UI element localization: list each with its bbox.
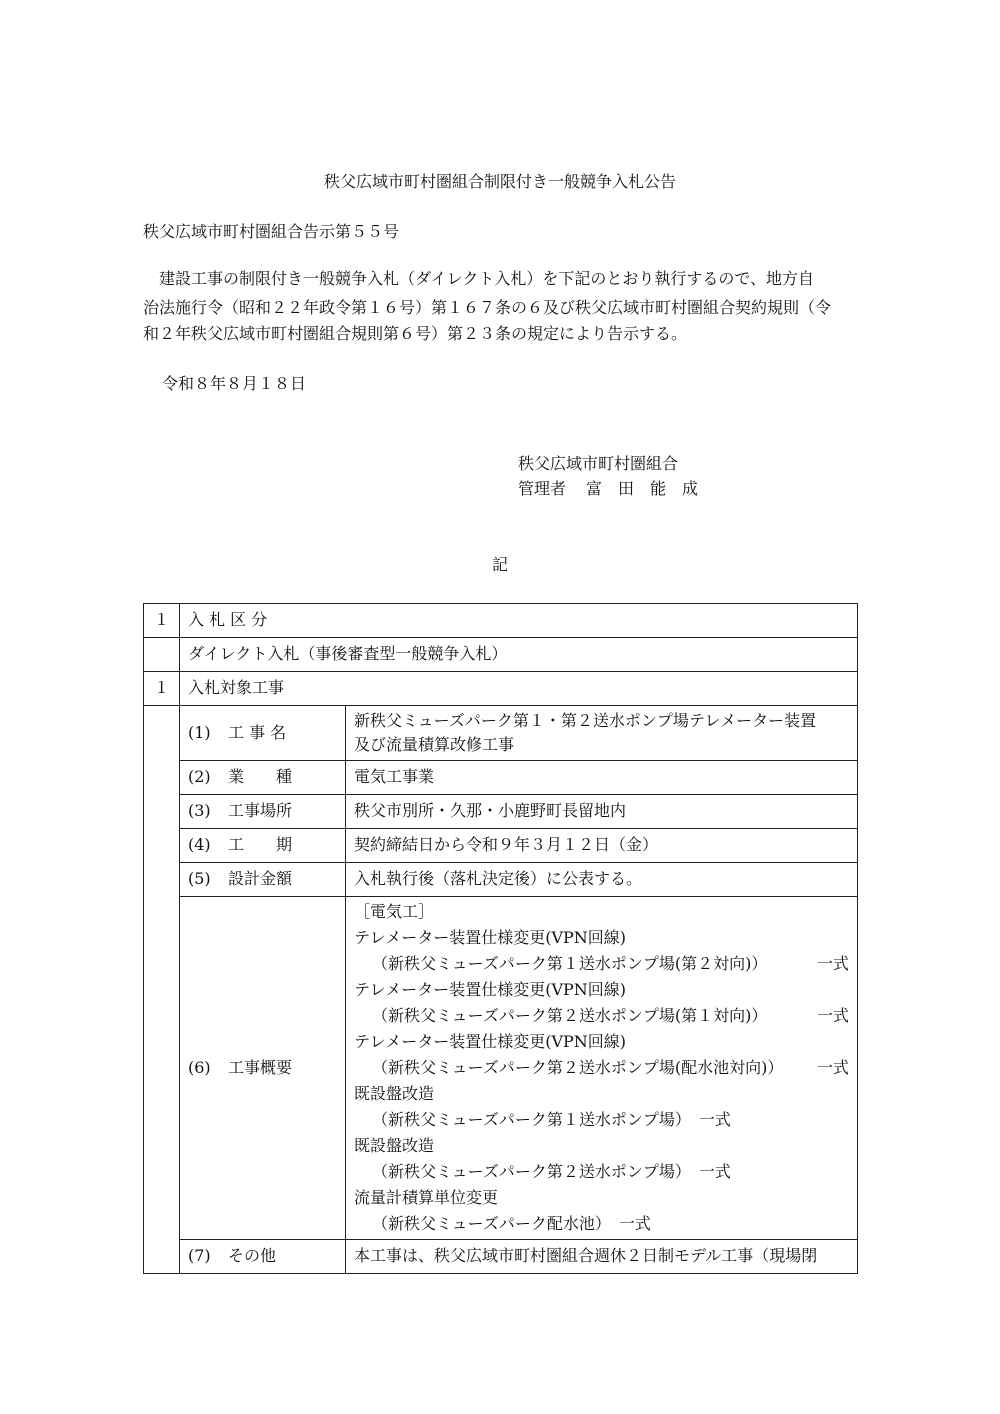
item-label: 設計金額 (228, 869, 293, 889)
body-line-3: 和２年秩父広域市町村圏組合規則第６号）第２３条の規定により告示する。 (143, 324, 688, 343)
item-label-cell (180, 795, 346, 829)
item-value-cell: 契約締結日から令和９年３月１２日（金） (346, 829, 858, 863)
item-label-cell (180, 829, 346, 863)
table-row (144, 706, 858, 761)
item-label: 工 事 名 (228, 722, 287, 742)
section-2-heading: 入札対象工事 (180, 672, 858, 706)
overview-line-quantity: 一式 (817, 954, 850, 973)
item-label: 工事概要 (228, 1057, 293, 1077)
item-label: 工 期 (228, 835, 293, 855)
item-label-cell (180, 863, 346, 897)
item-number: (6) (188, 1057, 211, 1077)
overview-line-text: （新秩父ミューズパーク配水池） 一式 (372, 1214, 651, 1233)
overview-line-text: テレメーター装置仕様変更(VPN回線) (354, 928, 627, 947)
item-number: (1) (188, 722, 211, 742)
overview-line (354, 1107, 849, 1133)
issuer-title: 管理者 (518, 479, 567, 498)
issuer-organization: 秩父広域市町村圏組合 (518, 454, 679, 473)
ki-heading: 記 (491, 555, 508, 574)
item-number: (3) (188, 801, 211, 821)
table-row (144, 829, 858, 863)
overview-line (354, 1185, 849, 1211)
table-row (144, 1240, 858, 1274)
overview-line-quantity: 一式 (817, 1006, 850, 1025)
body-line-1: 建設工事の制限付き一般競争入札（ダイレクト入札）を下記のとおり執行するので、地方自 (143, 269, 815, 288)
section-1-content-row (144, 638, 858, 672)
issuer-name: 富 田 能 成 (586, 479, 699, 498)
item-value-cell: 本工事は、秩父広域市町村圏組合週休２日制モデル工事（現場閉 (346, 1240, 858, 1274)
notice-date: 令和８年８月１８日 (162, 374, 307, 393)
section-1-number: １ (144, 604, 180, 638)
overview-line (354, 925, 849, 951)
overview-cell (346, 897, 858, 1240)
item-value-line: 及び流量積算改修工事 (354, 735, 515, 754)
section-2-header-row (144, 672, 858, 706)
overview-line-text: ［電気工］ (354, 902, 435, 921)
item-number: (4) (188, 835, 211, 855)
table-row (144, 863, 858, 897)
item-number: (5) (188, 869, 211, 889)
item-number: (7) (188, 1246, 211, 1266)
section-1-spacer (144, 638, 180, 672)
overview-line-text: 既設盤改造 (354, 1084, 435, 1103)
overview-line-quantity: 一式 (817, 1058, 850, 1077)
overview-line-text: （新秩父ミューズパーク第１送水ポンプ場(第２対向)） (372, 954, 768, 973)
table-row (144, 897, 858, 1240)
item-value-cell: 電気工事業 (346, 761, 858, 795)
overview-line (354, 1003, 849, 1029)
overview-line-text: （新秩父ミューズパーク第２送水ポンプ場(配水池対向)） (372, 1058, 784, 1077)
overview-line (354, 1133, 849, 1159)
table-row (144, 761, 858, 795)
item-value-cell: 入札執行後（落札決定後）に公表する。 (346, 863, 858, 897)
section-1-header-row (144, 604, 858, 638)
item-label: 業 種 (228, 767, 293, 787)
section-1-heading: 入 札 区 分 (180, 604, 858, 638)
overview-line-text: （新秩父ミューズパーク第２送水ポンプ場） 一式 (372, 1162, 731, 1181)
overview-line-text: 流量計積算単位変更 (354, 1188, 499, 1207)
item-value-cell (346, 706, 858, 761)
item-value-cell: 秩父市別所・久那・小鹿野町長留地内 (346, 795, 858, 829)
item-label: その他 (228, 1246, 277, 1266)
item-label-cell (180, 897, 346, 1240)
overview-line (354, 1055, 849, 1081)
section-1-content: ダイレクト入札（事後審査型一般競争入札） (180, 638, 858, 672)
item-label: 工事場所 (228, 801, 293, 821)
table-row (144, 795, 858, 829)
overview-line (354, 1029, 849, 1055)
item-label-cell (180, 1240, 346, 1274)
overview-line (354, 977, 849, 1003)
item-label-cell (180, 761, 346, 795)
overview-line-text: 既設盤改造 (354, 1136, 435, 1155)
overview-line (354, 1081, 849, 1107)
overview-line (354, 1159, 849, 1185)
document-title: 秩父広域市町村圏組合制限付き一般競争入札公告 (323, 172, 676, 191)
overview-line (354, 951, 849, 977)
body-line-2: 治法施行令（昭和２２年政令第１６号）第１６７条の６及び秩父広域市町村圏組合契約規則（令 (143, 298, 832, 317)
overview-line-text: テレメーター装置仕様変更(VPN回線) (354, 1032, 627, 1051)
item-number: (2) (188, 767, 211, 787)
item-label-cell (180, 706, 346, 761)
section-2-number: １ (144, 672, 180, 706)
details-table (143, 603, 858, 1274)
overview-line-text: （新秩父ミューズパーク第２送水ポンプ場(第１対向)） (372, 1006, 768, 1025)
notice-number: 秩父広域市町村圏組合告示第５５号 (143, 222, 400, 241)
overview-line-text: （新秩父ミューズパーク第１送水ポンプ場） 一式 (372, 1110, 731, 1129)
overview-line (354, 1211, 849, 1237)
item-value-line: 新秩父ミューズパーク第１・第２送水ポンプ場テレメーター装置 (354, 711, 817, 730)
section-2-spacer (144, 706, 180, 1274)
overview-line-text: テレメーター装置仕様変更(VPN回線) (354, 980, 627, 999)
overview-line (354, 899, 849, 925)
